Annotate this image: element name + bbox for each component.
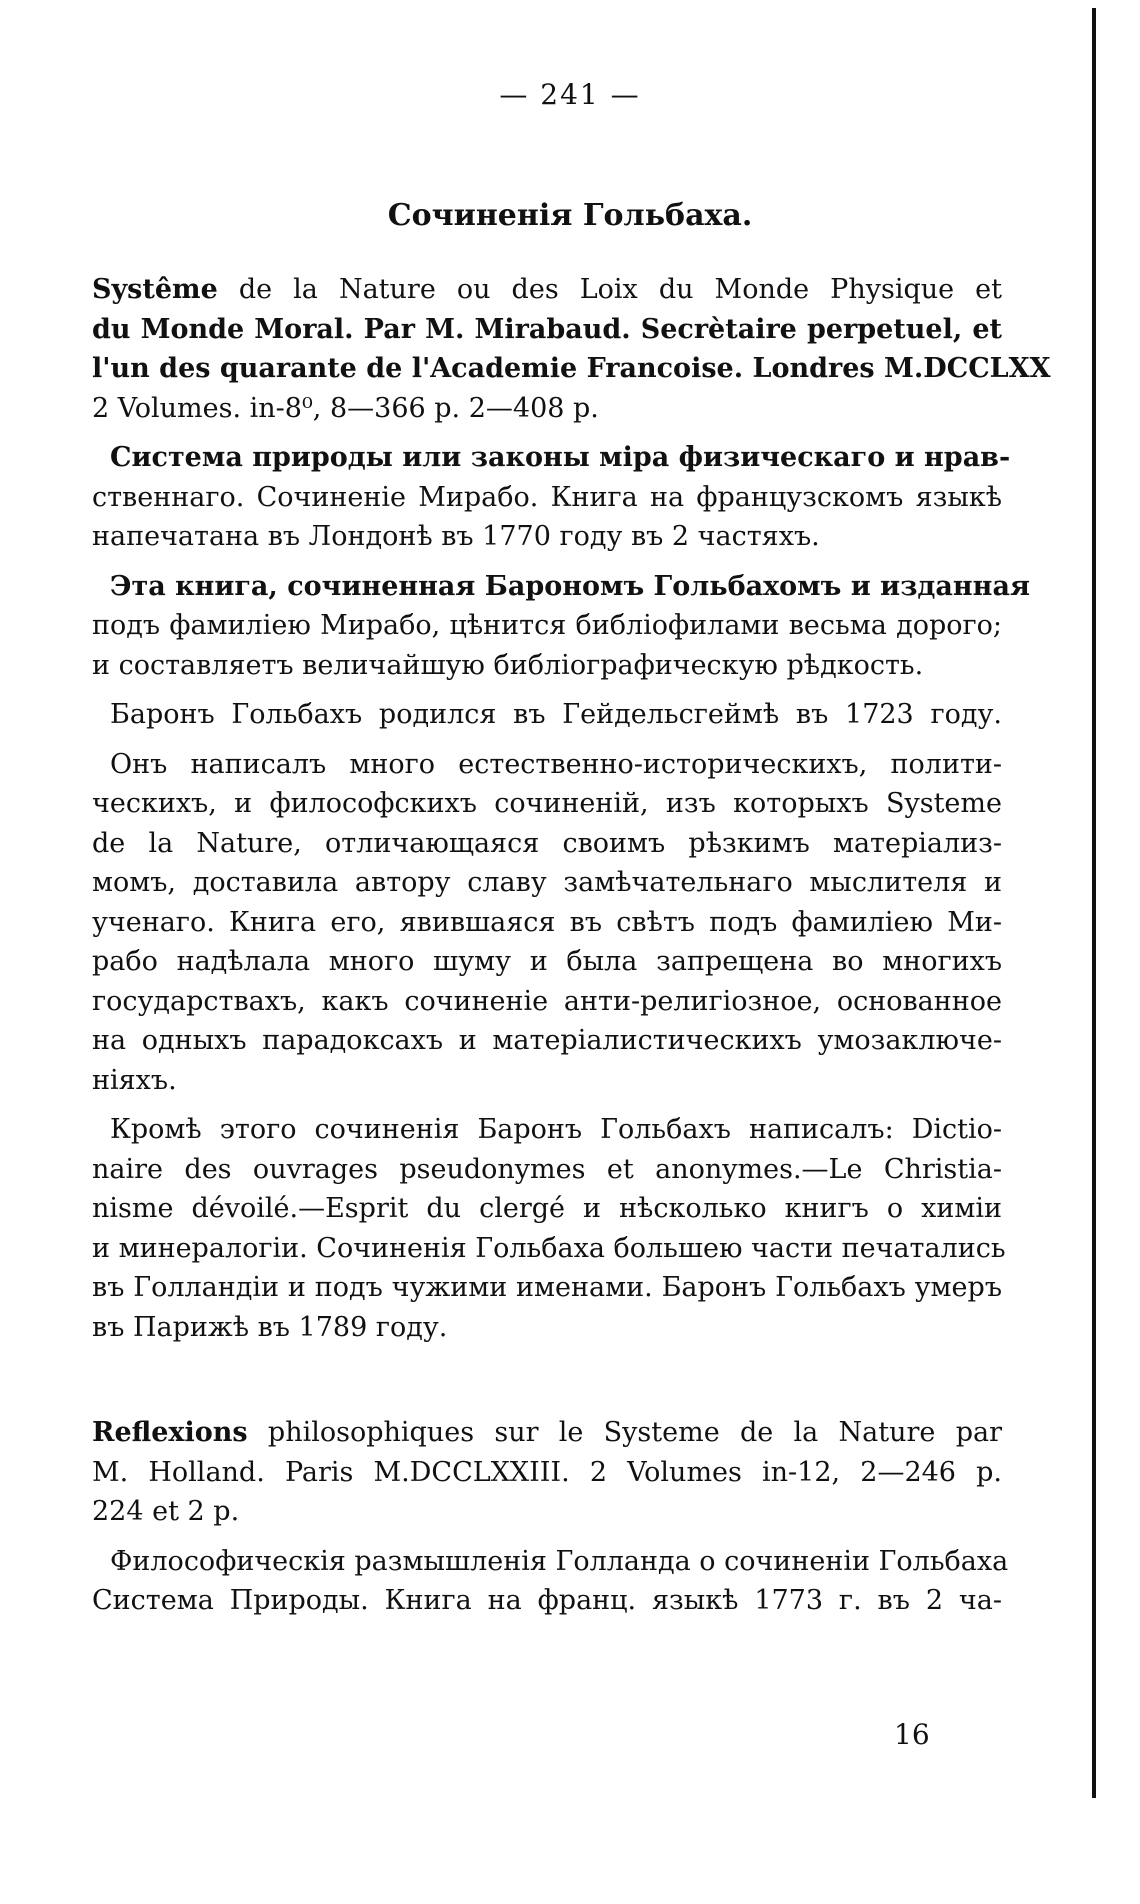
section-heading: Сочиненія Гольбаха.	[387, 198, 753, 233]
paragraph-line: рабо надѣлала много шуму и была запрещена во многихъ	[92, 946, 1002, 977]
paragraph-line: въ Голландіи и подъ чужими именами. Баронъ Гольбахъ умеръ	[92, 1272, 1002, 1303]
entry1-title-rest: de la Nature ou des Loix du Monde Physique et	[238, 274, 1002, 305]
entry2-title-rest: philosophiques sur le Systeme de la Nature par	[267, 1417, 1002, 1448]
bibliographic-entry-2	[92, 1413, 1002, 1532]
page-edge-rule	[1092, 8, 1096, 1798]
paragraph-reflections	[92, 1542, 1009, 1621]
paragraph-line: naire des ouvrages pseudonymes et anonymes.—Le Christia-	[92, 1153, 1002, 1185]
paragraph-line: и составляетъ величайшую библіографическую рѣдкость.	[92, 649, 924, 681]
paragraph-works	[92, 745, 1002, 1101]
entry1-line-4: 2 Volumes. in-8⁰, 8—366 p. 2—408 p.	[92, 392, 599, 424]
paragraph-line: Баронъ Гольбахъ родился въ Гейдельсгеймѣ въ 1723 году.	[110, 699, 1002, 730]
paragraph-line: Система природы или законы міра физическаго и нрав-	[110, 442, 1011, 473]
paragraph-line: Эта книга, сочиненная Барономъ Гольбахомъ и изданная	[110, 570, 1030, 602]
paragraph-line: Кромѣ этого сочиненія Баронъ Гольбахъ написалъ: Dictio-	[110, 1114, 1002, 1145]
paragraph-line: напечатана въ Лондонѣ въ 1770 году въ 2 частяхъ.	[92, 521, 820, 552]
paragraph-line: nisme dévoilé.—Esprit du clergé и нѣсколько книгъ о химіи	[92, 1193, 1002, 1224]
paragraph-line: ческихъ, и философскихъ сочиненій, изъ которыхъ Systeme	[92, 788, 1002, 819]
paragraph-line: подъ фамиліею Мирабо, цѣнится библіофилами весьма дорого;	[92, 610, 1002, 641]
entry2-title-word: Reflexions	[92, 1417, 248, 1448]
entry1-line-2: du Monde Moral. Par M. Mirabaud. Secrètaire perpetuel, et	[92, 313, 1002, 345]
text-body	[92, 270, 1051, 1621]
paragraph-line: ственнаго. Сочиненіе Мирабо. Книга на французскомъ языкѣ	[92, 481, 1002, 513]
paragraph-line: Система Природы. Книга на франц. языкѣ 1773 г. въ 2 ча-	[92, 1585, 1002, 1616]
paragraph-line: и минералогіи. Сочиненія Гольбаха большею части печатались	[92, 1232, 1006, 1264]
entry2-line-3: 224 et 2 p.	[92, 1496, 240, 1527]
paragraph-line: ніяхъ.	[92, 1064, 177, 1096]
paragraph-rarity	[92, 567, 1030, 686]
paragraph-line: момъ, доставила автору славу замѣчательнаго мыслителя и	[92, 867, 1002, 898]
entry2-line-1	[92, 1413, 1002, 1453]
paragraph-other-works	[92, 1110, 1006, 1347]
entry1-title-word: Systême	[92, 274, 218, 305]
paragraph-birth	[92, 695, 1002, 735]
bibliographic-entry-1	[92, 270, 1051, 428]
paragraph-line: государствахъ, какъ сочиненіе анти-религіозное, основанное	[92, 985, 1002, 1017]
entry2-line-2: M. Holland. Paris M.DCCLXXIII. 2 Volumes in-12, 2—246 p.	[92, 1456, 1002, 1488]
paragraph-line: de la Nature, отличающаяся своимъ рѣзкимъ матеріализ-	[92, 827, 1002, 859]
signature-mark: 16	[894, 1718, 930, 1751]
entry1-line-3: l'un des quarante de l'Academie Francoise. Londres M.DCCLXX	[92, 353, 1051, 384]
paragraph-line: Философическія размышленія Голланда о сочиненіи Гольбаха	[110, 1545, 1009, 1577]
entry1-line-1	[92, 270, 1002, 310]
paragraph-line: на одныхъ парадоксахъ и матеріалистическихъ умозаключе-	[92, 1025, 1002, 1056]
paragraph-line: ученаго. Книга его, явившаяся въ свѣтъ подъ фамиліею Ми-	[92, 906, 1002, 938]
paragraph-line: въ Парижѣ въ 1789 году.	[92, 1311, 448, 1343]
paragraph-translation	[92, 438, 1011, 557]
paragraph-line: Онъ написалъ много естественно-историческихъ, полити-	[110, 748, 1002, 780]
page-number: — 241 —	[499, 78, 641, 111]
